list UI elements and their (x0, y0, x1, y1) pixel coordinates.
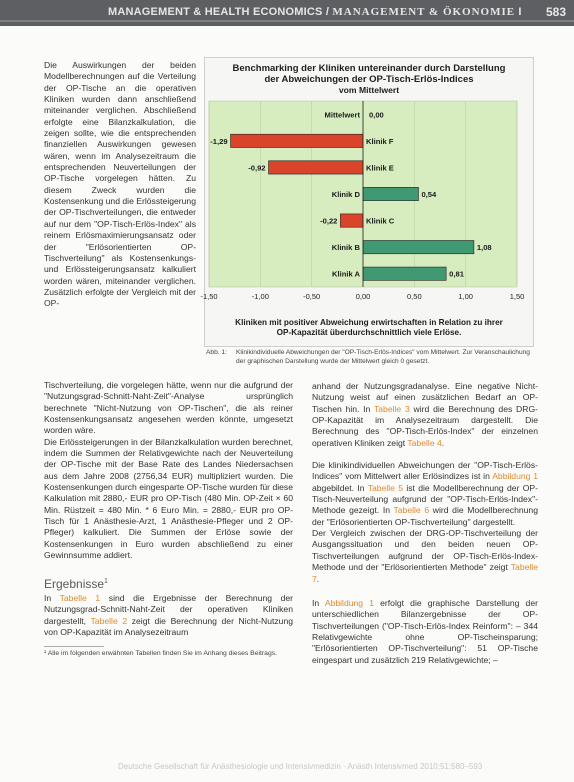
figure-title-line-1: Benchmarking der Kliniken untereinander durch Darstellung (232, 63, 506, 74)
category-label: Mittelwert (324, 110, 360, 120)
paragraph-abweichungen (312, 460, 538, 528)
category-label: Klinik C (366, 216, 395, 226)
paragraph-op-tischverteilung: Tischverteilung, die vorgelegen hätte, wenn nur die aufgrund der "Nutzungsgrad-Schnitt-Naht-Zeit"-Analyse ursprünglich berechnete "Nicht-Nutzung von OP-Tischen", die als reiner Kostensenkungsansatz angesehen werden könnte, umgesetzt worden wäre. (44, 380, 293, 436)
category-label: Klinik F (366, 136, 394, 146)
link-tabelle-7[interactable]: Tabelle 7 (312, 562, 538, 584)
section-heading-ergebnisse (44, 576, 293, 590)
x-tick-label: 0,50 (407, 292, 422, 301)
text-run: Die klinikindividuellen Abweichungen der "OP-Tisch-Erlös-Indices" vom Mittelwert aller Erlösindizes ist in (312, 460, 538, 482)
link-tabelle-6[interactable]: Tabelle 6 (393, 505, 430, 516)
figure-caption-label: Abb. 1: (206, 349, 227, 356)
link-tabelle-1[interactable]: Tabelle 1 (59, 592, 101, 603)
category-label: Klinik A (332, 269, 360, 279)
category-label: Klinik B (331, 243, 360, 253)
link-tabelle-2[interactable]: Tabelle 2 (90, 615, 128, 626)
bar (340, 214, 363, 227)
bar (231, 134, 363, 147)
data-label: -0,22 (320, 216, 338, 226)
text-run: In (44, 592, 52, 603)
data-label: 0,81 (449, 269, 464, 279)
paragraph-nutzungsgrad: anhand der Nutzungsgradanalyse. Eine negative Nicht-Nutzung weist auf einen zusätzlichen Bedarf an OP-Tischen hin. In Tabelle 3 wird die Berechnung des DRG-OP-Kapazität im Analysezeitraum dargestellt. Die Berechnung des "OP-Tisch-Erlös-Index" der einzelnen operativen Kliniken zeigt Tabelle 4. (312, 381, 539, 448)
text-run: erfolgt die graphische Darstellung der unterschiedlichen Bilanzergebnisse der OP-Tischverteilungen ("OP-Tisch-Erlös-Index Reinform": – 344 Relativgewichte ohne OP-Tischeinsparung; "Erlösorientierten OP-Tischverteilung": 51 OP-Tische eingespart und zusätzlich 219 Relativgewichte; – (312, 597, 538, 665)
figure-title-line-2: der Abweichungen der OP-Tisch-Erlös-Indices (264, 74, 474, 85)
figure-1 (200, 57, 534, 347)
category-label: Klinik E (366, 163, 394, 173)
data-label: 0,00 (369, 110, 384, 120)
footnote-rule (44, 646, 104, 647)
category-label: Klinik D (331, 190, 360, 199)
paragraph-ergebnisse (44, 593, 293, 638)
running-title (108, 6, 522, 18)
x-tick-label: 0,00 (355, 292, 371, 301)
bar (269, 161, 363, 174)
data-label: -1,29 (210, 136, 228, 146)
running-title-left: MANAGEMENT & HEALTH ECONOMICS / (108, 6, 330, 18)
text-run: ist die Modellberechnung der OP-Tisch-Neuverteilung aufgrund der "OP-Tisch-Erlös-Index"-Methode gezeigt. In (312, 482, 539, 516)
text-run: wird die Modellberechnung der "Erlösorientierten OP-Tischverteilung" dargestellt. (312, 505, 538, 527)
x-tick-label: 1,50 (509, 292, 525, 301)
text-run: anhand der Nutzungsgradanalyse. Eine negative Nicht-Nutzung weist auf einen zusätzlichen Bedarf an OP-Tischen hin. In (312, 381, 538, 414)
data-label: 1,08 (476, 243, 492, 253)
paragraph-erloessteigerungen: Die Erlössteigerungen in der Bilanzkalkulation wurden berechnet, indem die Summen der Relativgewichte nach der Neuverteilung der OP-Tische mit der Base Rate des Landes Niedersachsen aus dem Jahre 2008 (2756,34 EUR) multipliziert wurden. Die Kostensenkungen durch eingesparte OP-Tische wurden für diese Kalkulation mit 2880,- EUR pro OP-Tisch (480 Min. OP-Zeit × 60 Min. Rüstzeit = 480 Min. * 6 Euro Min. = 2880,- EUR pro OP-Tisch für 1 Anästhesie-Arzt, 1 Anästhesie-Pfleger und 2 OP-Pfleger) kalkuliert. Die Summen der Erlöse sowie der Kostensenkungen in Euro wurden abschließend zu einer Gewinnsumme addiert. (44, 436, 293, 561)
paragraph-vergleich: Der Vergleich zwischen der DRG-OP-Tischverteilung der Ausgangssituation und den beiden neuen OP-Tischverteilungen aufgrund der OP-Tisch-Erlös-Index-Methode und der "Erlösorientierten Methode" zeigt Tabelle 7. (312, 528, 538, 584)
figure-caption (206, 349, 536, 366)
link-abbildung-1-b[interactable]: Abbildung 1 (324, 597, 374, 608)
figure-footer-line-1: Kliniken mit positiver Abweichung erwirtschaften in Relation zu ihrer (235, 318, 503, 327)
text-run: wird die Berechnung des DRG-OP-Kapazität im Analysezeitraum dargestellt. Die Berechnung des "OP-Tisch-Erlös-Index" der einzelnen operativen Kliniken zeigt (312, 403, 539, 448)
link-tabelle-3[interactable]: Tabelle 3 (373, 403, 410, 414)
running-title-separator: I (518, 6, 522, 18)
bar (363, 267, 446, 280)
left-column (44, 380, 293, 659)
link-tabelle-5[interactable]: Tabelle 5 (367, 482, 404, 493)
bar (363, 187, 418, 200)
paragraph-bilanz (312, 598, 538, 666)
bar (363, 241, 474, 254)
section-heading-footnote-mark: 1 (104, 577, 108, 585)
link-tabelle-4[interactable]: Tabelle 4 (407, 437, 442, 448)
page-number: 583 (545, 5, 566, 19)
page-header (0, 0, 574, 26)
x-tick-label: 1,00 (458, 292, 473, 301)
x-tick-label: -1,50 (200, 292, 218, 301)
link-abbildung-1[interactable]: Abbildung 1 (492, 471, 538, 482)
running-title-right: MANAGEMENT & ÖKONOMIE (332, 6, 516, 18)
text-run: Der Vergleich zwischen der DRG-OP-Tischverteilung der Ausgangssituation und den beiden neuen OP-Tischverteilungen aufgrund der OP-Tisch-Erlös-Index-Methode und der "Erlösorientierten Methode" zeigt (312, 528, 538, 573)
paragraph-intro: Die Auswirkungen der beiden Modellberechnungen auf die Verteilung der OP-Tische an die operativen Kliniken wurden dann anschließend miteinander verglichen. Abschließend erfolgte eine Bilanzkalkulation, die zeigen sollte, wie die entsprechenden finanziellen Auswirkungen gewesen wären, wenn im Analysezeitraum die entsprechenden Neuverteilungen der OP-Tische vorgelegen hätten. Zu diesem Zweck wurden die Kostensenkung und die Erlössteigerung der OP-Tischverteilungen, die entweder auf nur dem "OP-Tisch-Erlös-Index" als reinem Erlösmaximierungsansatz oder der "Erlösorientierten OP-Tischverteilung" als Kostensenkungs- und Erlössteigerungsansatz kalkuliert worden wären, miteinander verglichen. Zusätzlich erfolgte der Vergleich mit der OP- (44, 60, 196, 309)
text-run: In (312, 597, 320, 608)
page-footer: Deutsche Gesellschaft für Anästhesiologie und Intensivmedizin · Anästh Intensivmed 2010;51:580–593 (118, 762, 483, 771)
data-label: -0,92 (248, 163, 266, 173)
figure-caption-text: Klinikindividuelle Abweichungen der "OP-Tisch-Erlös-Indices" vom Mittelwert. Zur Veranschaulichung der graphischen Darstellung wurde der Mittelwert gleich 0 gesetzt. (236, 349, 530, 365)
left-column-top (44, 60, 196, 310)
text-run: abgebildet. In (312, 482, 365, 493)
figure-footer (205, 318, 533, 338)
section-heading-text: Ergebnisse (44, 576, 105, 591)
x-tick-label: -0,50 (303, 292, 321, 301)
bar-chart (200, 99, 533, 315)
figure-title (205, 63, 533, 96)
header-rule (0, 20, 574, 22)
footnote: ¹ Alle im folgenden erwähnten Tabellen finden Sie im Anhang dieses Beitrags. (44, 650, 278, 658)
text-run: sind die Ergebnisse der Berechnung der Nutzungsgrad-Schnitt-Naht-Zeit der operativen Kliniken dargestellt, (44, 592, 294, 626)
figure-footer-line-2: OP-Kapazität überdurchschnittlich viele Erlöse. (276, 328, 462, 337)
x-tick-label: -1,00 (251, 292, 269, 301)
figure-title-line-3: vom Mittelwert (338, 85, 400, 95)
text-run: zeigt die Berechnung der Nicht-Nutzung von OP-Kapazität im Analysezeitraum (44, 615, 293, 637)
right-column (312, 381, 538, 666)
data-label: 0,54 (421, 190, 437, 199)
